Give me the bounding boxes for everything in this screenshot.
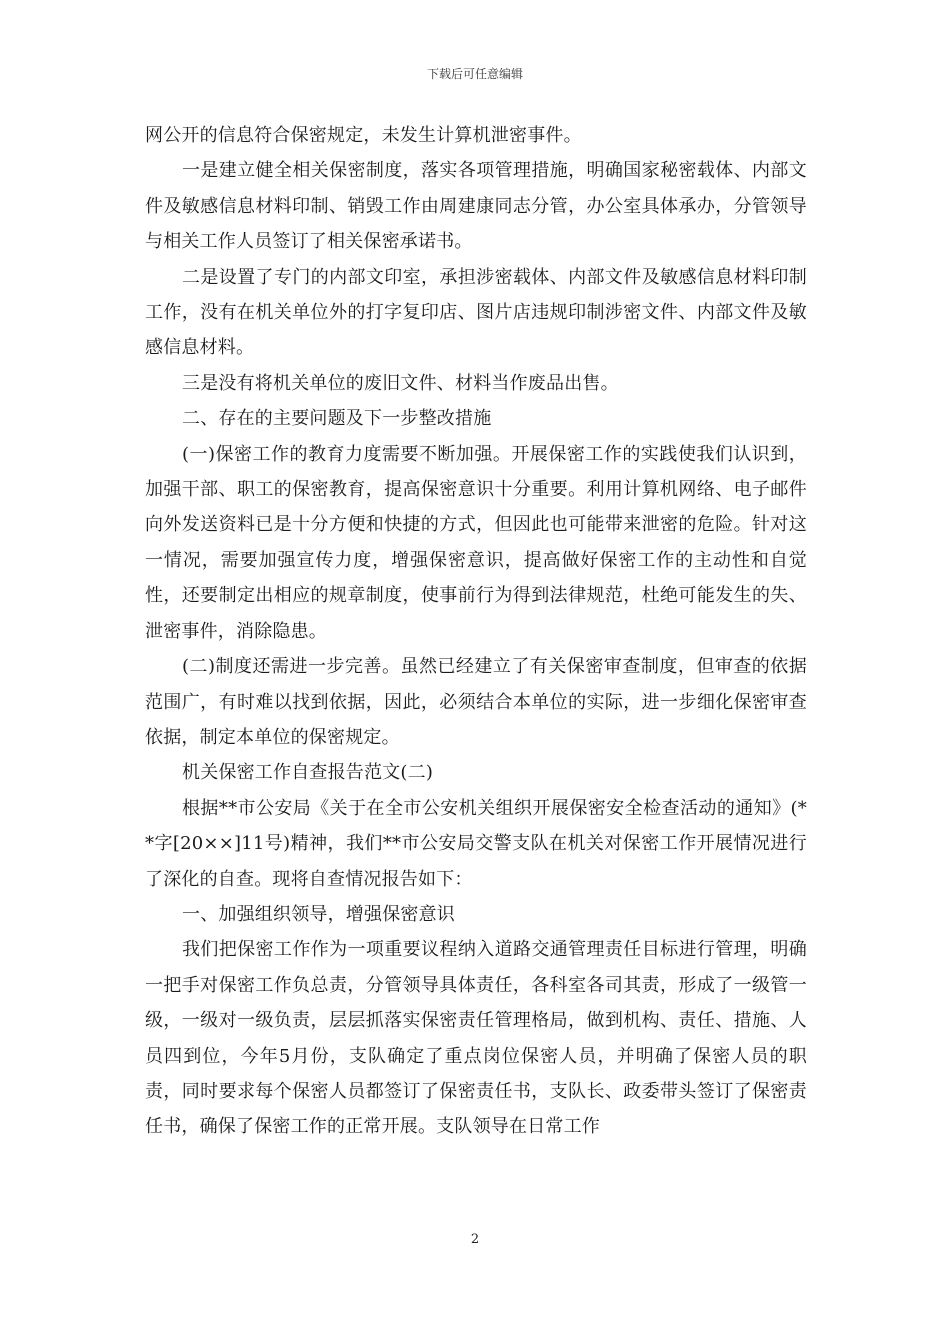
paragraph-item-three: 三是没有将机关单位的废旧文件、材料当作废品出售。 [182, 372, 619, 394]
section-heading-leadership: 一、加强组织领导，增强保密意识 [182, 903, 455, 925]
paragraph-item-one: 一是建立健全相关保密制度，落实各项管理措施，明确国家秘密载体、内部文件及敏感信息材料印制、销毁工作由周建康同志分管，办公室具体承办，分管领导与相关工作人员签订了相关保密承诺书。 [145, 160, 807, 253]
page-number: 2 [470, 1232, 480, 1247]
paragraph-leadership: 我们把保密工作作为一项重要议程纳入道路交通管理责任目标进行管理，明确一把手对保密工作负总责，分管领导具体责任，各科室各司其责，形成了一级管一级，一级对一级负责，层层抓落实保密责任管理格局，做到机构、责任、措施、人员四到位，今年5月份，支队确定了重点岗位保密人员，并明确了保密人员的职责，同时要求每个保密人员都签订了保密责任书，支队长、政委带头签订了保密责任书，确保了保密工作的正常开展。支队领导在日常工作 [145, 939, 807, 1138]
paragraph-problem-one: (一)保密工作的教育力度需要不断加强。开展保密工作的实践使我们认识到，加强干部、职工的保密教育，提高保密意识十分重要。利用计算机网络、电子邮件向外发送资料已是十分方便和快捷的方式，但因此也可能带来泄密的危险。针对这一情况，需要加强宣传力度，增强保密意识，提高做好保密工作的主动性和自觉性，还要制定出相应的规章制度，使事前行为得到法律规范，杜绝可能发生的失、泄密事件，消除隐患。 [145, 443, 807, 642]
paragraph-continuation: 网公开的信息符合保密规定，未发生计算机泄密事件。 [145, 125, 582, 146]
paragraph-problem-two: (二)制度还需进一步完善。虽然已经建立了有关保密审查制度，但审查的依据范围广，有时难以找到依据，因此，必须结合本单位的实际，进一步细化保密审查依据，制定本单位的保密规定。 [145, 656, 807, 748]
paragraph-intro: 根据**市公安局《关于在全市公安机关组织开展保密安全检查活动的通知》(**字[20××]11号)精神，我们**市公安局交警支队在机关对保密工作开展情况进行了深化的自查。现将自查情况报告如下： [145, 797, 807, 890]
page-header-note: 下载后可任意编辑 [426, 67, 523, 81]
section-heading-problems: 二、存在的主要问题及下一步整改措施 [182, 408, 492, 430]
paragraph-item-two: 二是设置了专门的内部文印室，承担涉密载体、内部文件及敏感信息材料印制工作，没有在机关单位外的打字复印店、图片店违规印制涉密文件、内部文件及敏感信息材料。 [145, 266, 807, 359]
section-title-sample-two: 机关保密工作自查报告范文(二) [182, 762, 434, 784]
document-body [145, 118, 807, 1145]
